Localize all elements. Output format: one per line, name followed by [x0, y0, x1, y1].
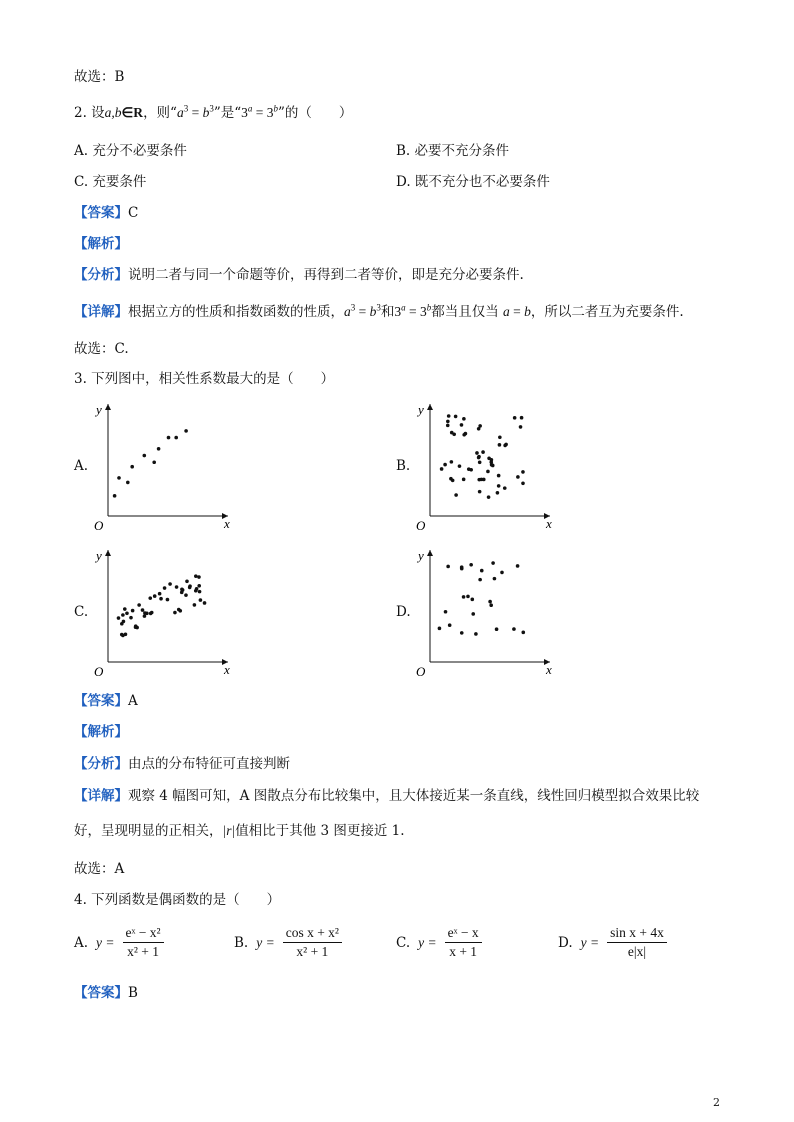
- scatter-point: [134, 624, 138, 628]
- q4-stem: 4. 下列函数是偶函数的是（ ）: [74, 892, 281, 908]
- q3-fenxi-text: 由点的分布特征可直接判断: [128, 756, 290, 772]
- scatter-point: [451, 479, 455, 483]
- scatter-point: [198, 590, 202, 594]
- scatter-point: [446, 424, 450, 428]
- x-axis-label: x: [546, 516, 552, 531]
- scatter-point: [454, 493, 458, 497]
- scatter-point: [516, 564, 520, 568]
- q2-detail-line: 【详解】根据立方的性质和指数函数的性质，$a^3 = b^3$和$3^a = 3^b$都当且仅当 a = b，所以二者互为充要条件.: [74, 302, 684, 320]
- scatter-point: [194, 574, 198, 578]
- scatter-point: [520, 416, 524, 420]
- scatter-point: [460, 631, 464, 635]
- x-axis-label: x: [224, 662, 230, 677]
- plot-a-label: A.: [74, 458, 89, 474]
- scatter-point: [143, 614, 147, 618]
- scatter-point: [178, 609, 182, 613]
- q4-option-c-num: eˣ − x: [445, 924, 482, 943]
- q2-set: a,b: [104, 105, 122, 120]
- q2-answer: C: [128, 205, 139, 221]
- scatter-point: [447, 414, 451, 418]
- y-axis-label: y: [418, 402, 424, 417]
- scatter-point: [467, 467, 471, 471]
- scatter-point: [121, 613, 125, 617]
- q2-detail-d: ，所以二者互为充要条件.: [530, 304, 684, 320]
- q2-cond2-left: 3: [241, 105, 248, 120]
- q2-in-r: ∈R: [121, 105, 144, 120]
- scatter-point: [185, 579, 189, 583]
- q2-mid1: ，则“: [143, 105, 177, 121]
- prev-answer: 故选：B: [74, 69, 125, 85]
- scatter-point: [458, 464, 462, 468]
- q2-option-a: A. 充分不必要条件: [74, 143, 187, 159]
- scatter-point: [184, 429, 188, 433]
- scatter-point: [521, 482, 525, 486]
- q4-option-a-den: x² + 1: [127, 944, 160, 959]
- scatter-point: [466, 595, 470, 599]
- scatter-point: [488, 600, 492, 604]
- q4-option-d-den: e|x|: [627, 944, 647, 959]
- scatter-point: [478, 460, 482, 464]
- scatter-point: [496, 491, 500, 495]
- scatter-point: [131, 609, 135, 613]
- scatter-point: [491, 464, 495, 468]
- scatter-point: [450, 460, 454, 464]
- scatter-point: [175, 585, 179, 589]
- scatter-point: [498, 435, 502, 439]
- q2-cond2-right: 3: [266, 105, 274, 120]
- scatter-point: [129, 616, 133, 620]
- origin-label: O: [94, 664, 104, 679]
- scatter-plot-d: [412, 542, 552, 682]
- scatter-point: [124, 633, 128, 637]
- q2-option-d: D. 既不充分也不必要条件: [396, 174, 550, 190]
- q2-analysis-tag: [74, 235, 128, 253]
- y-axis-arrow: [427, 404, 433, 410]
- scatter-plot-a: [90, 396, 230, 536]
- q4-option-a: [74, 924, 164, 961]
- q4-option-b: [234, 924, 342, 961]
- q3-detail-tag: 【详解】: [74, 788, 128, 804]
- scatter-point: [440, 467, 444, 471]
- scatter-point: [450, 431, 454, 435]
- scatter-point: [462, 417, 466, 421]
- scatter-point: [122, 620, 126, 624]
- page-number: 2: [713, 1096, 720, 1109]
- scatter-point: [516, 475, 520, 479]
- q4-option-d-lhs: y =: [580, 934, 600, 950]
- origin-label: O: [416, 664, 426, 679]
- q2-fenxi-tag: 【分析】: [74, 267, 128, 283]
- scatter-point: [148, 596, 152, 600]
- y-axis-arrow: [427, 550, 433, 556]
- scatter-point: [460, 565, 464, 569]
- q4-answer-line: [74, 984, 138, 1002]
- scatter-point: [478, 490, 482, 494]
- scatter-point: [471, 612, 475, 616]
- q2-detail-tag: 【详解】: [74, 304, 128, 320]
- plot-c-label: C.: [74, 604, 89, 620]
- scatter-point: [469, 563, 473, 567]
- q4-option-c-den: x + 1: [449, 944, 478, 959]
- scatter-point: [480, 569, 484, 573]
- q3-analysis-tag: [74, 723, 128, 741]
- q2-detail-b: 和: [380, 304, 395, 320]
- scatter-point: [197, 584, 201, 588]
- scatter-point: [157, 447, 161, 451]
- y-axis-arrow: [105, 404, 111, 410]
- q4-option-d-label: D.: [558, 934, 573, 951]
- q2-cond1-right: b: [202, 105, 210, 120]
- scatter-point: [184, 593, 188, 597]
- scatter-point: [448, 623, 452, 627]
- scatter-point: [193, 603, 197, 607]
- q2-suffix: ”的（ ）: [278, 105, 353, 121]
- q4-option-b-den: x² + 1: [296, 944, 329, 959]
- scatter-point: [519, 425, 523, 429]
- scatter-point: [203, 601, 207, 605]
- scatter-plot-b: [412, 396, 552, 536]
- plot-b-label: B.: [396, 458, 411, 474]
- scatter-point: [478, 578, 482, 582]
- q4-option-b-lhs: y =: [256, 934, 275, 950]
- scatter-point: [443, 463, 447, 467]
- q4-option-b-label: B.: [234, 934, 249, 951]
- q3-fenxi-tag: 【分析】: [74, 756, 128, 772]
- q4-option-a-lhs: y =: [96, 934, 115, 950]
- scatter-point: [149, 612, 153, 616]
- scatter-point: [438, 627, 442, 631]
- q2-mid2: ”是“: [213, 105, 242, 121]
- q3-detail-line-1: [74, 787, 699, 805]
- scatter-point: [491, 561, 495, 565]
- scatter-point: [153, 594, 157, 598]
- scatter-point: [454, 415, 458, 419]
- q4-answer: B: [128, 985, 138, 1001]
- q2-detail-c: 都当且仅当: [431, 304, 499, 320]
- scatter-point: [498, 443, 502, 447]
- scatter-point: [126, 481, 130, 485]
- q4-option-d: [558, 924, 667, 961]
- q4-option-d-num: sin x + 4x: [607, 924, 667, 943]
- scatter-point: [503, 486, 507, 490]
- scatter-point: [137, 603, 141, 607]
- scatter-point: [493, 577, 497, 581]
- scatter-point: [521, 631, 525, 635]
- scatter-point: [477, 456, 481, 460]
- x-axis-label: x: [546, 662, 552, 677]
- q3-detail-2b: 值相比于其他 3 图更接近 1.: [235, 823, 405, 839]
- q4-option-a-num: eˣ − x²: [123, 924, 164, 943]
- origin-label: O: [94, 518, 104, 533]
- q3-detail-1: 观察 4 幅图可知，A 图散点分布比较集中，且大体接近某一条直线，线性回归模型拟合效果比较: [128, 788, 700, 804]
- origin-label: O: [416, 518, 426, 533]
- scatter-point: [166, 598, 170, 602]
- q3-analysis-label: 【解析】: [74, 724, 128, 740]
- q4-option-c: [396, 924, 482, 961]
- q4-option-b-num: cos x + x²: [283, 924, 342, 943]
- q4-option-c-lhs: y =: [418, 934, 437, 950]
- scatter-point: [481, 450, 485, 454]
- scatter-point: [495, 627, 499, 631]
- q3-answer-tag: 【答案】: [74, 693, 128, 709]
- q2-fenxi-text: 说明二者与同一个命题等价，再得到二者等价，即是充分必要条件.: [128, 267, 524, 283]
- scatter-point: [497, 474, 501, 478]
- scatter-point: [500, 571, 504, 575]
- plot-d-label: D.: [396, 604, 411, 620]
- q3-detail-line-2: [74, 822, 405, 840]
- scatter-point: [141, 608, 145, 612]
- q2-answer-tag: 【答案】: [74, 205, 128, 221]
- scatter-point: [470, 598, 474, 602]
- scatter-point: [462, 478, 466, 482]
- scatter-point: [117, 616, 121, 620]
- scatter-point: [513, 416, 517, 420]
- x-axis-label: x: [224, 516, 230, 531]
- scatter-point: [521, 470, 525, 474]
- q2-detail-a: 根据立方的性质和指数函数的性质，: [128, 304, 344, 320]
- q2-cond1-left: a: [176, 105, 184, 120]
- scatter-point: [180, 588, 184, 592]
- scatter-point: [199, 598, 203, 602]
- scatter-point: [197, 575, 201, 579]
- r-symbol: |r|: [222, 823, 236, 838]
- scatter-point: [444, 610, 448, 614]
- q2-prefix: 2. 设: [74, 105, 105, 121]
- q3-answer: A: [128, 693, 138, 709]
- scatter-point: [174, 436, 178, 440]
- scatter-point: [188, 586, 192, 590]
- scatter-point: [446, 565, 450, 569]
- scatter-point: [497, 484, 501, 488]
- q3-detail-2a: 好，呈现明显的正相关，: [74, 823, 223, 839]
- scatter-point: [167, 436, 171, 440]
- q4-answer-tag: 【答案】: [74, 985, 128, 1001]
- y-axis-label: y: [96, 402, 102, 417]
- scatter-point: [143, 454, 147, 458]
- scatter-point: [194, 589, 198, 593]
- scatter-point: [503, 444, 507, 448]
- q4-option-c-label: C.: [396, 934, 411, 951]
- scatter-point: [145, 612, 149, 616]
- scatter-point: [486, 470, 490, 474]
- q2-stem: 2. 设a,b∈R，则“$a^3 = b^3$”是“$3^a = 3^b$”的（ ）: [74, 103, 353, 121]
- scatter-point: [475, 451, 479, 455]
- q4-option-a-label: A.: [74, 934, 89, 951]
- scatter-point: [159, 597, 163, 601]
- q2-option-b: B. 必要不充分条件: [396, 143, 510, 159]
- y-axis-arrow: [105, 550, 111, 556]
- scatter-plot-c: [90, 542, 230, 682]
- q2-fenxi-line: [74, 266, 524, 284]
- scatter-point: [490, 458, 494, 462]
- scatter-point: [113, 494, 117, 498]
- scatter-point: [462, 433, 466, 437]
- q3-answer-line: [74, 692, 138, 710]
- scatter-point: [446, 420, 450, 424]
- q3-stem: 3. 下列图中，相关性系数最大的是（ ）: [74, 371, 335, 387]
- scatter-point: [512, 627, 516, 631]
- scatter-point: [163, 586, 167, 590]
- scatter-point: [173, 611, 177, 615]
- scatter-point: [125, 611, 129, 615]
- scatter-point: [158, 592, 162, 596]
- scatter-point: [123, 607, 127, 611]
- scatter-point: [474, 632, 478, 636]
- q2-option-c: C. 充要条件: [74, 174, 147, 190]
- scatter-point: [117, 476, 121, 480]
- q2-choose: 故选：C.: [74, 341, 129, 357]
- scatter-point: [489, 603, 493, 607]
- scatter-point: [487, 495, 491, 499]
- y-axis-label: y: [96, 548, 102, 563]
- scatter-point: [462, 595, 466, 599]
- scatter-point: [460, 423, 464, 427]
- scatter-point: [478, 424, 482, 428]
- q3-fenxi-line: [74, 755, 290, 773]
- scatter-point: [152, 460, 156, 464]
- y-axis-label: y: [418, 548, 424, 563]
- scatter-point: [130, 465, 134, 469]
- q2-analysis-label: 【解析】: [74, 236, 128, 252]
- q3-choose: 故选：A: [74, 861, 125, 877]
- scatter-point: [168, 582, 172, 586]
- scatter-point: [480, 478, 484, 482]
- q2-answer-line: [74, 204, 138, 222]
